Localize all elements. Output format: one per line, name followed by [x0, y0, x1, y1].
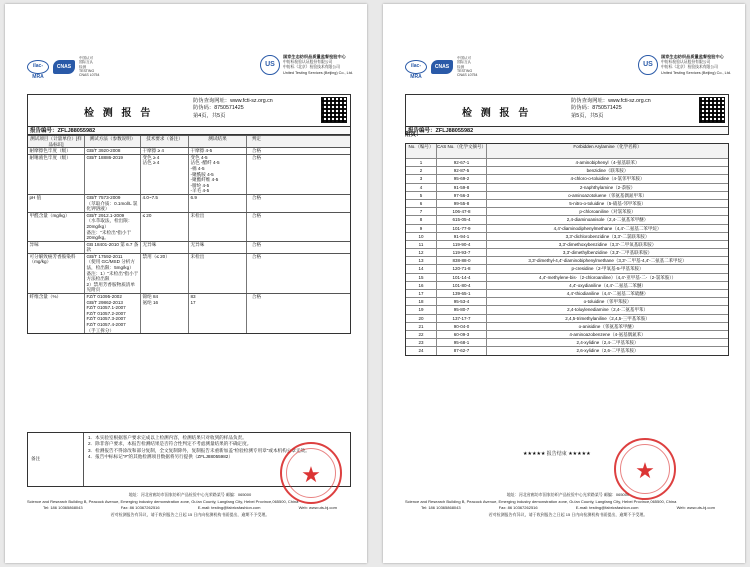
forbidden-arylamine-table	[405, 143, 729, 356]
table-cell: 16	[418, 282, 424, 288]
table-cell: 异味	[29, 241, 39, 247]
table-cell: 99-55-8	[436, 200, 486, 207]
table-cell: 2-naphthylamine（2-萘胺）	[486, 184, 728, 191]
table-cell: 3	[419, 176, 423, 182]
table-row	[406, 264, 728, 272]
table-cell: 101-77-9	[436, 225, 486, 232]
table-cell: 未检出	[188, 213, 246, 241]
lab-logo-block	[638, 54, 731, 76]
table-cell: 119-93-7	[436, 249, 486, 256]
table-row	[406, 232, 728, 240]
table-cell: 12	[418, 250, 424, 256]
table-cell: GB 18401-2010 第 6.7 条款	[84, 242, 140, 253]
table-cell: 2	[419, 168, 423, 174]
table-row	[406, 166, 728, 174]
table-cell: 合格	[246, 195, 266, 212]
accreditation-logos	[405, 56, 478, 80]
table-row	[406, 183, 728, 191]
table-cell: 60-09-3	[436, 331, 486, 338]
table-cell: 耐摩擦色牢度（级）	[29, 148, 71, 154]
table-row	[406, 322, 728, 330]
table-cell: 95-53-4	[436, 298, 486, 305]
table-cell: 137-17-7	[436, 315, 486, 322]
table-cell: 9	[419, 225, 423, 231]
table-cell: GB/T 18886-2019	[84, 155, 140, 194]
official-seal: ★	[280, 442, 342, 504]
table-cell: pH 值	[29, 194, 42, 200]
table-row	[406, 191, 728, 199]
table-cell: 95-68-1	[436, 339, 486, 346]
table-cell: 13	[418, 258, 424, 264]
table-cell: 5-nitro-o-toluidine（5-硝基-邻甲苯胺）	[486, 200, 728, 207]
table-row	[28, 147, 350, 154]
table-cell: 18	[418, 299, 424, 305]
table-cell: 3,3'-dimethylbenzidine（3,3'-二甲基联苯胺）	[486, 249, 728, 256]
table-cell: 20	[418, 315, 424, 321]
table-cell: 干摩擦 ≥ 4	[140, 148, 188, 154]
table-cell: 106-47-8	[436, 208, 486, 215]
column-header: 判定	[246, 136, 266, 147]
column-header: Forbidden Arylamine（化学名称）	[486, 144, 728, 158]
table-cell: GB/T 7573-2009 （萃取介质：0.1mol/L 氯化钾溶液）	[84, 195, 140, 212]
table-cell: 耐唾液色牢度（级）	[29, 154, 71, 160]
table-cell: 4,4'-diaminodiphenylmethane（4,4'-二氨基二苯甲烷）	[486, 225, 728, 232]
table-cell: 可分解致癌芳香胺染料（mg/kg）	[29, 253, 76, 265]
table-cell: GB/T 3920-2008	[84, 148, 140, 154]
table-cell: 17	[418, 291, 424, 296]
cnas-logo: CNAS	[431, 60, 453, 74]
table-row	[406, 248, 728, 256]
table-cell: o-anisidine（邻氨基苯甲醚）	[486, 323, 728, 330]
table-cell: 14	[418, 266, 424, 272]
table-cell: 22	[418, 331, 424, 337]
table-cell: 615-05-4	[436, 216, 486, 223]
table-cell: 97-56-3	[436, 192, 486, 199]
table-cell: 干摩擦 4-5	[188, 148, 246, 154]
notes-label: 备注	[28, 433, 84, 486]
table-cell: GB/T 17592-2011 （使用 GC/MSD 分析方法，检出限：5mg/kg） 备注：1）"未检出"指小于方法检出限 2）禁用芳香胺物质清单见附页	[84, 254, 140, 293]
table-header-row	[28, 135, 350, 147]
report-title: 检 测 报 告	[84, 108, 154, 119]
table-cell: o-toluidine（邻甲苯胺）	[486, 298, 728, 305]
table-cell: 11	[418, 241, 424, 247]
column-header: CAS No.（化学文摘号）	[436, 144, 486, 158]
table-row	[406, 289, 728, 297]
table-cell: 2,4,5-trimethylaniline（2,4,5-三甲基苯胺）	[486, 315, 728, 322]
table-cell: 合格	[246, 213, 266, 241]
table-cell: 10	[418, 233, 424, 239]
table-cell: 甲醛含量（mg/kg）	[29, 212, 70, 218]
table-cell: 120-71-8	[436, 265, 486, 272]
table-cell: 2,4-xylidine（2,4-二甲基苯胺）	[486, 339, 728, 346]
table-cell: 83 17	[188, 294, 246, 333]
table-cell: 纤维含量（%）	[29, 294, 62, 300]
table-row	[406, 314, 728, 322]
table-cell: 未检出	[188, 254, 246, 293]
table-row	[406, 215, 728, 223]
report-header	[27, 94, 351, 126]
table-cell: 无异味	[188, 242, 246, 253]
uts-logo-icon: US	[638, 55, 658, 75]
table-cell: 4,4'-methylene-bis-（2-chloroaniline）（4,4'-亚甲基-二-（2-氯苯胺））	[486, 274, 728, 281]
ilac-mra-logo: ilac-MRA	[27, 60, 49, 74]
official-seal: ★	[614, 438, 676, 500]
table-cell: 2,6-xylidine（2,6-二甲基苯胺）	[486, 347, 728, 354]
table-cell: 3,3'-dimethoxybenzidine（3,3'-二甲氧基联苯胺）	[486, 241, 728, 248]
accreditation-text: 中国认可 国际互认 检测 TESTING CNAS L0754	[79, 56, 100, 78]
table-cell: 2,4-toluylenediamine（2,4-二氨基甲苯）	[486, 306, 728, 313]
table-cell: 92-67-1	[436, 159, 486, 166]
test-results-table	[27, 135, 351, 334]
table-cell: benzidine（联苯胺）	[486, 167, 728, 174]
accreditation-text: 中国认可 国际互认 检测 TESTING CNAS L0754	[457, 56, 478, 78]
table-cell: 24	[418, 348, 424, 354]
table-cell: 101-14-4	[436, 274, 486, 281]
table-row	[406, 256, 728, 264]
table-cell: 1	[419, 160, 423, 165]
table-row	[406, 240, 728, 248]
table-cell: 4-aminobiphenyl（4-氨基联苯）	[486, 159, 728, 166]
table-cell: ≤ 20	[140, 213, 188, 241]
report-number-bar: 报告编号：ZFLJ88055982	[405, 126, 729, 135]
accreditation-logos	[27, 56, 100, 80]
table-cell: 合格	[246, 155, 266, 194]
table-cell: 91-59-8	[436, 184, 486, 191]
table-cell: 2,4-diaminoanisole（2,4-二氨基苯甲醚）	[486, 216, 728, 223]
table-row	[406, 297, 728, 305]
table-row	[406, 346, 728, 354]
table-row	[406, 207, 728, 215]
table-cell: 6.9	[188, 195, 246, 212]
report-number-bar: 报告编号：ZFLJ88055982	[27, 126, 351, 135]
table-cell: 4,4'-oxydianiline（4,4'-二氨基二苯醚）	[486, 282, 728, 289]
column-header: 测试结果	[188, 136, 246, 147]
table-cell: 4	[419, 184, 423, 190]
table-cell: GB/T 2912.1-2009 （水萃取法，检出限：20mg/kg） 备注："未检出"指小于 20mg/kg。	[84, 213, 140, 241]
table-cell: 139-65-1	[436, 290, 486, 297]
lab-name: 国家生态纺织品质量监督检验中心 中纺标检验认证股份有限公司 中纺标（北京）检验技术有限公司 United Testing Services (Beijing) Co., Ltd.	[283, 54, 353, 75]
table-header-row	[406, 144, 728, 158]
table-row	[406, 158, 728, 166]
column-header: 测试项目（计量单位）[样品标识]	[30, 136, 82, 147]
report-end-line: ★★★★★ 报告结束 ★★★★★	[523, 451, 591, 457]
table-cell: 锦纶 84 氨纶 16	[140, 294, 188, 333]
table-cell: 合格	[246, 254, 266, 293]
table-cell: 合格	[246, 294, 266, 333]
table-row	[28, 253, 350, 293]
table-cell: 8	[419, 217, 423, 223]
table-row	[28, 212, 350, 241]
lab-name: 国家生态纺织品质量监督检验中心 中纺标检验认证股份有限公司 中纺标（北京）检验技术有限公司 United Testing Services (Beijing) Co., Ltd.	[661, 54, 731, 75]
table-cell: FZ/T 01095-2002 GB/T 29862-2013 FZ/T 01057.1-2007 FZ/T 01057.2-2007 FZ/T 01057.3-2007 FZ/T 01057.4-2007 （手工拆分）	[84, 294, 140, 333]
table-cell: 变色 4-5 沾色 -醋纤 4-5 -棉 4-5 -聚酰胺 4-5 -聚酯纤维 4-5 -腈纶 4-5 -羊毛 4-5	[188, 155, 246, 194]
table-cell: 6	[419, 200, 423, 206]
table-cell: 无异味	[140, 242, 188, 253]
table-cell: 3,3'-dichlorobenzidine（3,3'-二氯联苯胺）	[486, 233, 728, 240]
page-footer: 地址：河北省廊坊市国家纺织产品检验中心光荣路某号 邮编：065000 Science and Research Building B, Peacock Avenue, Emerging industry demonstration zone, Gu'an County, Langfang City, Hebei Province,065500, China Tel: 186 10365868043 Fax: 86 10367262516 E-mail: testing@fabricsfashion.com Web: www.uts-bj.com 若对检测报告有异议，请于收到报告之日起 15 日内向检测机构书面提出，逾期不予受理。	[405, 492, 715, 517]
report-info: 防伪查询网址：www.fcti-sz.org.cn 防伪码：8750571425 第4页，共5页	[193, 98, 273, 119]
table-row	[28, 241, 350, 253]
table-cell: 15	[418, 274, 424, 280]
qr-code-icon[interactable]	[321, 97, 347, 123]
notes-body: 1．本实验室根据客户要求完成以上检测内容，检测结果只对收到的样品负责。 2．除非客户要求，本报告检测结果是否符合性判定不考虑测量结果的不确定度。 3．检测报告不得涂改和部分复制，全文复制除外，复制报告未重新加盖"检验检测专用章"或本机构公章无效。 4．报告中标标记"#"的其他检测项目数据将另行提供（ZFLJ88055982）	[88, 435, 310, 459]
table-cell: 91-94-1	[436, 233, 486, 240]
table-cell: 21	[418, 323, 424, 329]
table-cell: 变色 ≥ 4 沾色 ≥ 4	[140, 155, 188, 194]
table-row	[406, 281, 728, 289]
report-title: 检 测 报 告	[462, 108, 532, 119]
table-cell: 101-80-4	[436, 282, 486, 289]
table-row	[406, 338, 728, 346]
table-cell: 92-87-5	[436, 167, 486, 174]
column-header: 测试方法（参数说明）	[84, 136, 140, 147]
table-row	[406, 199, 728, 207]
table-cell: 4.0~7.5	[140, 195, 188, 212]
table-cell: 838-88-0	[436, 257, 486, 264]
appendix-title: 附页：	[405, 132, 422, 138]
table-cell: 87-62-7	[436, 347, 486, 354]
ilac-mra-logo: ilac-MRA	[405, 60, 427, 74]
report-header	[405, 94, 729, 126]
table-row	[28, 154, 350, 194]
table-cell: 5	[419, 192, 423, 198]
table-cell: 7	[419, 209, 423, 215]
table-cell: 95-80-7	[436, 306, 486, 313]
lab-logo-block	[260, 54, 353, 76]
table-cell: 4-chloro-o-toluidine（4-氯邻甲苯胺）	[486, 175, 728, 182]
table-cell: 90-04-0	[436, 323, 486, 330]
table-row	[28, 293, 350, 333]
table-cell: 4,4'-thiodianiline（4,4'-二氨基二苯硫醚）	[486, 290, 728, 297]
table-cell: 95-69-2	[436, 175, 486, 182]
table-row	[28, 194, 350, 212]
table-cell: 4-aminoazobenzene（4-氨基偶氮苯）	[486, 331, 728, 338]
cnas-logo: CNAS	[53, 60, 75, 74]
report-info: 防伪查询网址：www.fcti-sz.org.cn 防伪码：8750571425 第5页，共5页	[571, 98, 651, 119]
table-cell: 119-90-4	[436, 241, 486, 248]
table-cell: p-chloroaniline（对氯苯胺）	[486, 208, 728, 215]
column-header: No.（编号）	[408, 144, 434, 149]
table-cell: o-aminoazotoluene（邻氨基偶氮甲苯）	[486, 192, 728, 199]
table-row	[406, 330, 728, 338]
table-cell: 合格	[246, 148, 266, 154]
table-cell: 23	[418, 340, 424, 346]
table-cell: 3,3'-dimethyl-4,4'-diaminobiphenylmethane（3,3'-二甲基-4,4'-二氨基二苯甲烷）	[486, 257, 728, 264]
table-cell: 合格	[246, 242, 266, 253]
uts-logo-icon: US	[260, 55, 280, 75]
column-header: 技术要求（备注）	[140, 136, 188, 147]
report-page-5	[383, 4, 745, 563]
qr-code-icon[interactable]	[699, 97, 725, 123]
table-row	[406, 224, 728, 232]
table-cell: 禁用（≤ 20）	[140, 254, 188, 293]
table-cell: 19	[418, 307, 424, 313]
table-cell: p-cresidine（2-甲氧基-5-甲基苯胺）	[486, 265, 728, 272]
page-footer: 地址：河北省廊坊市国家纺织产品检验中心光荣路某号 邮编：065000 Science and Research Building B, Peacock Avenue, Emerging industry demonstration zone, Gu'an County, Langfang City, Hebei Province,065500, China Tel: 186 10365868043 Fax: 86 10367262516 E-mail: testing@fabricsfashion.com Web: www.uts-bj.com 若对检测报告有异议，请于收到报告之日起 15 日内向检测机构书面提出，逾期不予受理。	[27, 492, 337, 517]
table-row	[406, 174, 728, 182]
table-row	[406, 305, 728, 313]
report-page-4	[5, 4, 367, 563]
table-row	[406, 273, 728, 281]
